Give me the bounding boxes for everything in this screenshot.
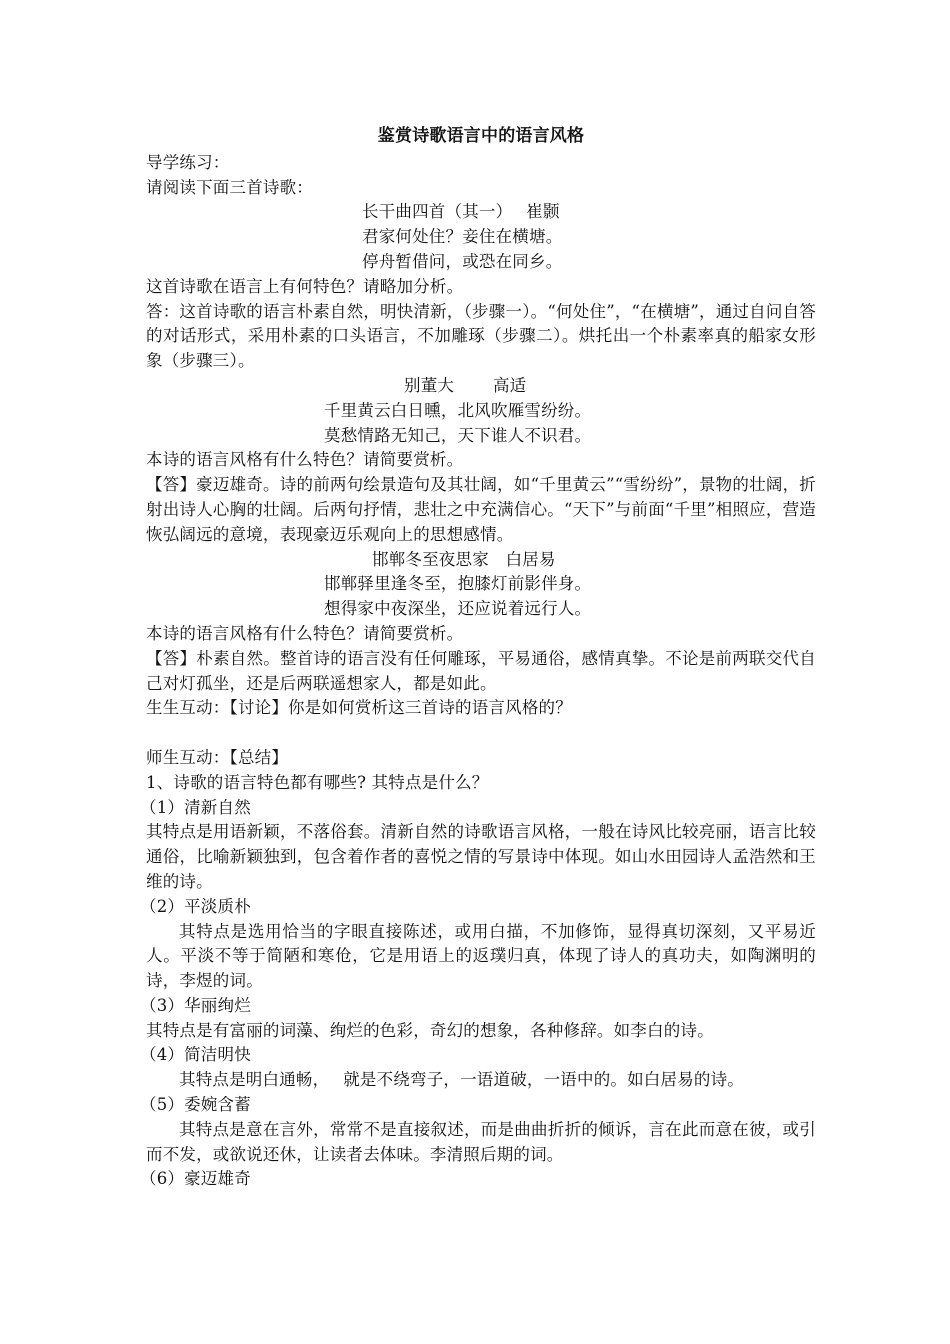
poem2-answer: 【答】豪迈雄奇。诗的前两句绘景造句及其壮阔，如“千里黄云”“雪纷纷”，景物的壮阔，折射出诗人心胸的壮阔。后两句抒情，悲壮之中充满信心。“天下”与前面“千里”相照应，营造恢弘阔远的意境，表现豪迈乐观向上的思想感情。 — [146, 475, 816, 544]
poem3-line: 邯郸驿里逢冬至，抱膝灯前影伴身。 — [324, 574, 592, 594]
discussion-prompt: 生生互动：【讨论】你是如何赏析这三首诗的语言风格的？ — [146, 698, 572, 718]
style-heading-1: （1）清新自然 — [140, 797, 251, 817]
style-heading-4: （4）简洁明快 — [140, 1045, 251, 1065]
poem1-line: 停舟暂借问，或恐在同乡。 — [362, 251, 563, 271]
blank-line — [146, 721, 816, 746]
poem3-title: 邯郸冬至夜思家 白居易 — [372, 549, 556, 569]
document-body — [140, 124, 816, 1192]
style-text-4: 其特点是明白通畅， 就是不绕弯子，一语道破，一语中的。如白居易的诗。 — [179, 1070, 744, 1090]
style-text-1: 其特点是用语新颖，不落俗套。清新自然的诗歌语言风格，一般在诗风比较亮丽，语言比较通俗，比喻新颖独到，包含着作者的喜悦之情的写景诗中体现。如山水田园诗人孟浩然和王维的诗。 — [146, 822, 816, 891]
poem3-answer: 【答】朴素自然。整首诗的语言没有任何雕琢，平易通俗，感情真挚。不论是前两联交代自己对灯孤坐，还是后两联遥想家人，都是如此。 — [146, 648, 816, 693]
summary-label: 师生互动：【总结】 — [146, 747, 289, 767]
poem1-title: 长干曲四首（其一） 崔颢 — [362, 202, 560, 222]
poem3-question: 本诗的语言风格有什么特色？请简要赏析。 — [146, 623, 464, 643]
style-heading-3: （3）华丽绚烂 — [140, 995, 251, 1015]
summary-question: 1、诗歌的语言特色都有哪些? 其特点是什么？ — [146, 772, 489, 792]
style-text-2: 其特点是选用恰当的字眼直接陈述，或用白描，不加修饰，显得真切深刻，又平易近人。平淡不等于简陋和寒伧，它是用语上的返璞归真，体现了诗人的真功夫，如陶渊明的诗，李煜的词。 — [146, 921, 816, 991]
poem1-answer: 答：这首诗歌的语言朴素自然，明快清新，（步骤一）。“何处住”，“在横塘”，通过自问自答的对话形式，采用朴素的口头语言，不加雕琢（步骤二）。烘托出一个朴素率真的船家女形象（步骤三）。 — [146, 301, 816, 371]
style-heading-5: （5）委婉含蓄 — [140, 1095, 251, 1115]
style-heading-2: （2）平淡质朴 — [140, 896, 251, 916]
poem2-line: 莫愁情路无知己，天下谁人不识君。 — [324, 425, 592, 445]
intro-instruction: 请阅读下面三首诗歌： — [146, 177, 313, 197]
poem2-question: 本诗的语言风格有什么特色？请简要赏析。 — [146, 450, 464, 470]
intro-label: 导学练习： — [146, 152, 230, 172]
page-title: 鉴赏诗歌语言中的语言风格 — [377, 126, 585, 146]
poem2-title: 别董大 高适 — [404, 375, 527, 395]
poem2-line: 千里黄云白日曛，北风吹雁雪纷纷。 — [324, 400, 592, 420]
poem1-question: 这首诗歌在语言上有何特色？请略加分析。 — [146, 276, 464, 296]
style-heading-6: （6）豪迈雄奇 — [140, 1169, 251, 1189]
style-text-5: 其特点是意在言外，常常不是直接叙述，而是曲曲折折的倾诉，言在此而意在彼，或引而不发，或欲说还休，让读者去体味。李清照后期的词。 — [146, 1119, 816, 1164]
style-text-3: 其特点是有富丽的词藻、绚烂的色彩，奇幻的想象，各种修辞。如李白的诗。 — [146, 1020, 714, 1040]
poem1-line: 君家何处住？妾住在横塘。 — [362, 227, 563, 247]
poem3-line: 想得家中夜深坐，还应说着远行人。 — [324, 599, 592, 619]
